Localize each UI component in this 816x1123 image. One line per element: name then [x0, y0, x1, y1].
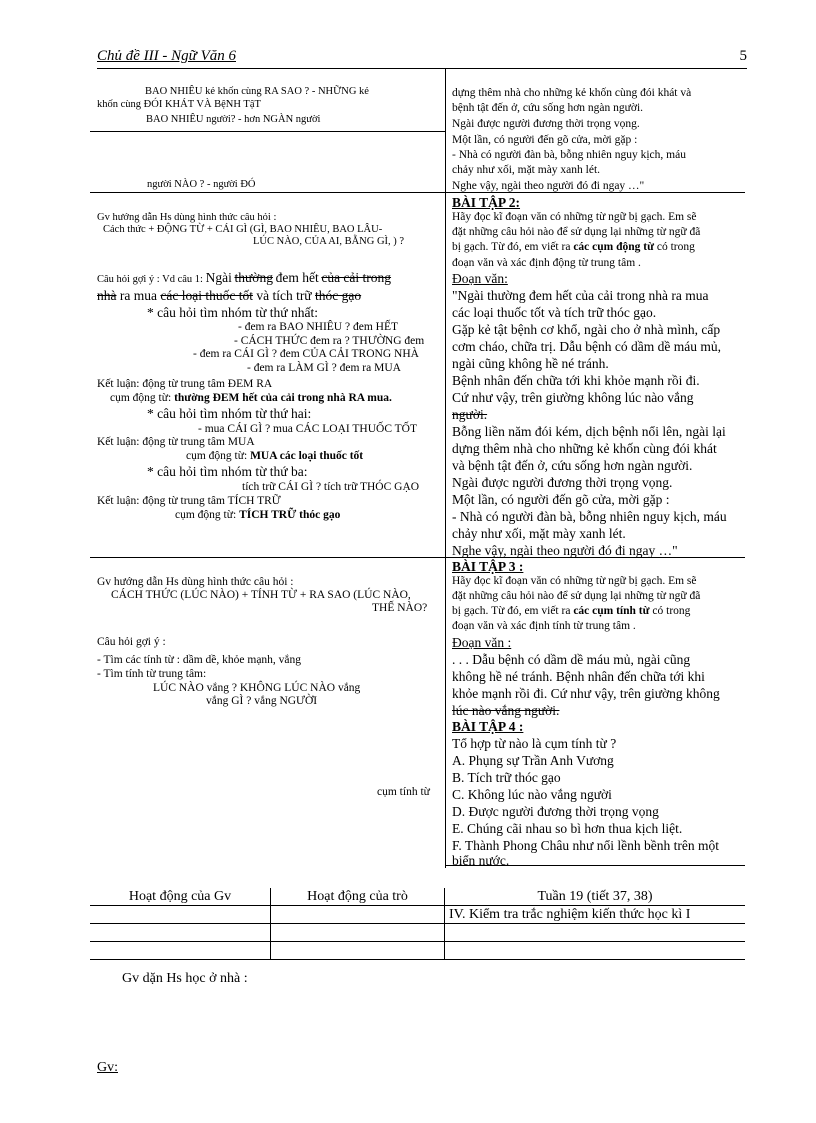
left-text: - mua CÁI GÌ ? mua CÁC LOẠI THUỐC TỐT: [198, 423, 418, 435]
left-text: cụm động từ: MUA các loại thuốc tốt: [186, 450, 364, 462]
passage-line: các loại thuốc tốt và tích trữ thóc gạo.: [452, 305, 657, 320]
teacher-signature: Gv:: [97, 1060, 118, 1075]
right-text: Nghe vậy, ngài theo người đó đi ngay …": [452, 180, 645, 192]
right-text: chảy như xối, mặt mày xanh lét.: [452, 164, 601, 176]
right-text: đoạn văn và xác định tính từ trung tâm .: [452, 620, 636, 632]
left-text: BAO NHIÊU kẻ khốn cùng RA SAO ? - NHỮNG kẻ: [145, 86, 369, 97]
passage-line: không hề né tránh. Bệnh nhân đến chữa tới khi: [452, 669, 705, 684]
row-divider: [90, 192, 745, 193]
exercise-2-title: BÀI TẬP 2:: [452, 195, 521, 210]
table-row: [90, 942, 745, 960]
passage-label: Đoạn văn:: [452, 271, 508, 286]
left-text: - đem ra CÁI GÌ ? đem CỦA CẢI TRONG NHÀ: [193, 348, 419, 360]
left-text: Kết luận: động từ trung tâm ĐEM RA: [97, 378, 273, 390]
quiz-option: C. Không lúc nào vắng người: [452, 787, 612, 802]
right-text: bị gạch. Từ đó, em viết ra các cụm động từ có trong: [452, 241, 695, 253]
left-text: khốn cùng ĐÓI KHÁT VÀ BệNH TậT: [97, 99, 261, 110]
left-text: Câu hỏi gợi ý : Vd câu 1: Ngài thường đem hết của cải trong: [97, 270, 392, 285]
quiz-option: D. Được người đương thời trọng vọng: [452, 804, 659, 819]
right-text: Hãy đọc kĩ đoạn văn có những từ ngữ bị gạch. Em sẽ: [452, 575, 697, 587]
passage-line: Ngài được người đương thời trọng vọng.: [452, 475, 673, 490]
passage-line: - Nhà có người đàn bà, bỗng nhiên nguy kịch, máu: [452, 509, 727, 524]
passage-line: Nghe vậy, ngài theo người đó đi ngay …": [452, 543, 678, 558]
exercise-3-title: BÀI TẬP 3 :: [452, 559, 524, 574]
passage-line: người.: [452, 407, 488, 422]
header-title: Chủ đề III - Ngữ Văn 6: [97, 48, 236, 64]
homework-note: Gv dặn Hs học ở nhà :: [122, 971, 248, 986]
passage-line: ngài cũng không hề né tránh.: [452, 356, 609, 371]
passage-line: lúc nào vắng người.: [452, 703, 560, 718]
table-header-week: Tuần 19 (tiết 37, 38): [445, 888, 746, 906]
right-text: - Nhà có người đàn bà, bỗng nhiên nguy kịch, máu: [452, 149, 686, 161]
left-text: người NÀO ? - người ĐÓ: [147, 179, 256, 190]
left-text: BAO NHIÊU người? - hơn NGÀN người: [146, 114, 321, 125]
quiz-option: F. Thành Phong Châu như nổi lềnh bềnh trên một: [452, 838, 719, 853]
passage-line: khỏe mạnh rồi đi. Cứ như vậy, trên giường không: [452, 686, 720, 701]
passage-label: Đoạn văn :: [452, 635, 512, 650]
left-text: THẾ NÀO?: [372, 602, 428, 614]
quiz-question: Tổ hợp từ nào là cụm tính từ ?: [452, 736, 617, 751]
page-number: 5: [739, 48, 747, 64]
table-header-student: Hoạt động của trò: [271, 888, 445, 906]
passage-line: cơm cháo, chữa trị. Dẫu bệnh có dầm dề máu mủ,: [452, 339, 721, 354]
passage-line: chảy như xối, mặt mày xanh lét.: [452, 526, 626, 541]
quiz-option: A. Phụng sự Trần Anh Vương: [452, 753, 614, 768]
passage-line: dựng thêm nhà cho những kẻ khốn cùng đói khát: [452, 441, 717, 456]
left-text: Câu hỏi gợi ý :: [97, 636, 166, 648]
quiz-option: biển nước.: [452, 853, 510, 868]
right-text: bị gạch. Từ đó, em viết ra các cụm tính từ có trong: [452, 605, 691, 617]
right-text: Ngài được người đương thời trọng vọng.: [452, 118, 640, 130]
quiz-option: B. Tích trữ thóc gạo: [452, 770, 561, 785]
left-text: cụm động từ: thường ĐEM hết của cải trong nhà RA mua.: [110, 392, 392, 404]
left-text: vắng GÌ ? vắng NGƯỜI: [206, 695, 318, 707]
left-text: Kết luận: động từ trung tâm TÍCH TRỮ: [97, 495, 281, 507]
left-heading: * câu hỏi tìm nhóm từ thứ ba:: [147, 464, 308, 479]
passage-line: . . . Dẫu bệnh có dầm dề máu mủ, ngài cũng: [452, 652, 691, 667]
passage-line: Bỗng liền năm đói kém, dịch bệnh nổi lên, ngài lại: [452, 424, 726, 439]
left-text: - đem ra LÀM GÌ ? đem ra MUA: [247, 362, 401, 374]
left-text: Gv hướng dẫn Hs dùng hình thức câu hỏi :: [97, 212, 277, 223]
left-text: LÚC NÀO, CỦA AI, BẰNG GÌ, ) ?: [253, 236, 405, 247]
left-text: - đem ra BAO NHIÊU ? đem HẾT: [238, 321, 398, 333]
page-header: [97, 48, 747, 69]
passage-line: Bệnh nhân đến chữa tới khi khỏe mạnh rồi đi.: [452, 373, 700, 388]
right-text: đặt những câu hỏi nào để sử dụng lại những từ ngữ đã: [452, 226, 701, 238]
left-text: Kết luận: động từ trung tâm MUA: [97, 436, 255, 448]
left-text: Gv hướng dẫn Hs dùng hình thức câu hỏi :: [97, 576, 294, 588]
activity-table: [90, 888, 745, 960]
passage-line: Một lần, có người đến gõ cửa, mời gặp :: [452, 492, 670, 507]
table-row: [90, 906, 745, 924]
exercise-4-title: BÀI TẬP 4 :: [452, 719, 524, 734]
column-divider: [445, 68, 446, 868]
left-text: Cách thức + ĐỘNG TỪ + CÁI GÌ (GÌ, BAO NHIÊU, BAO LÂU-: [103, 224, 383, 235]
passage-line: Cứ như vậy, trên giường không lúc nào vắng: [452, 390, 694, 405]
passage-line: "Ngài thường đem hết của cải trong nhà ra mua: [452, 288, 709, 303]
left-text: cụm động từ: TÍCH TRỮ thóc gạo: [175, 509, 341, 521]
table-cell: IV. Kiểm tra trắc nghiệm kiến thức học kì I: [445, 906, 746, 924]
right-text: Hãy đọc kĩ đoạn văn có những từ ngữ bị gạch. Em sẽ: [452, 211, 697, 223]
left-heading: * câu hỏi tìm nhóm từ thứ nhất:: [147, 305, 318, 320]
table-header-gv: Hoạt động của Gv: [90, 888, 271, 906]
left-text: CÁCH THỨC (LÚC NÀO) + TÍNH TỪ + RA SAO (LÚC NÀO,: [111, 589, 411, 601]
passage-line: Gặp kẻ tật bệnh cơ khổ, ngài cho ở nhà mình, cấp: [452, 322, 721, 337]
right-text: bệnh tật đến ở, cứu sống hơn ngàn người.: [452, 102, 644, 114]
left-text: - Tìm tính từ trung tâm:: [97, 668, 207, 680]
left-text: LÚC NÀO vắng ? KHÔNG LÚC NÀO vắng: [153, 682, 361, 694]
quiz-option: E. Chúng cãi nhau so bì hơn thua kịch liệt.: [452, 821, 683, 836]
passage-line: và bệnh tật đến ở, cứu sống hơn ngàn người.: [452, 458, 693, 473]
right-text: Một lần, có người đến gõ cửa, mời gặp :: [452, 134, 638, 146]
left-text: tích trữ CÁI GÌ ? tích trữ THÓC GẠO: [242, 481, 420, 493]
table-header-row: [90, 888, 745, 906]
left-heading: * câu hỏi tìm nhóm từ thứ hai:: [147, 406, 312, 421]
left-text: nhà ra mua các loại thuốc tốt và tích trữ thóc gạo: [97, 288, 362, 303]
left-text: - Tìm các tính từ : dầm dề, khỏe mạnh, vắng: [97, 654, 302, 666]
row-divider: [90, 131, 446, 132]
right-text: đặt những câu hỏi nào để sử dụng lại những từ ngữ đã: [452, 590, 701, 602]
left-text: - CÁCH THỨC đem ra ? THƯỜNG đem: [234, 335, 425, 347]
right-text: đoạn văn và xác định động từ trung tâm .: [452, 257, 641, 269]
table-row: [90, 924, 745, 942]
left-text: cụm tính từ: [377, 786, 430, 798]
right-text: dựng thêm nhà cho những kẻ khốn cùng đói khát và: [452, 87, 692, 99]
